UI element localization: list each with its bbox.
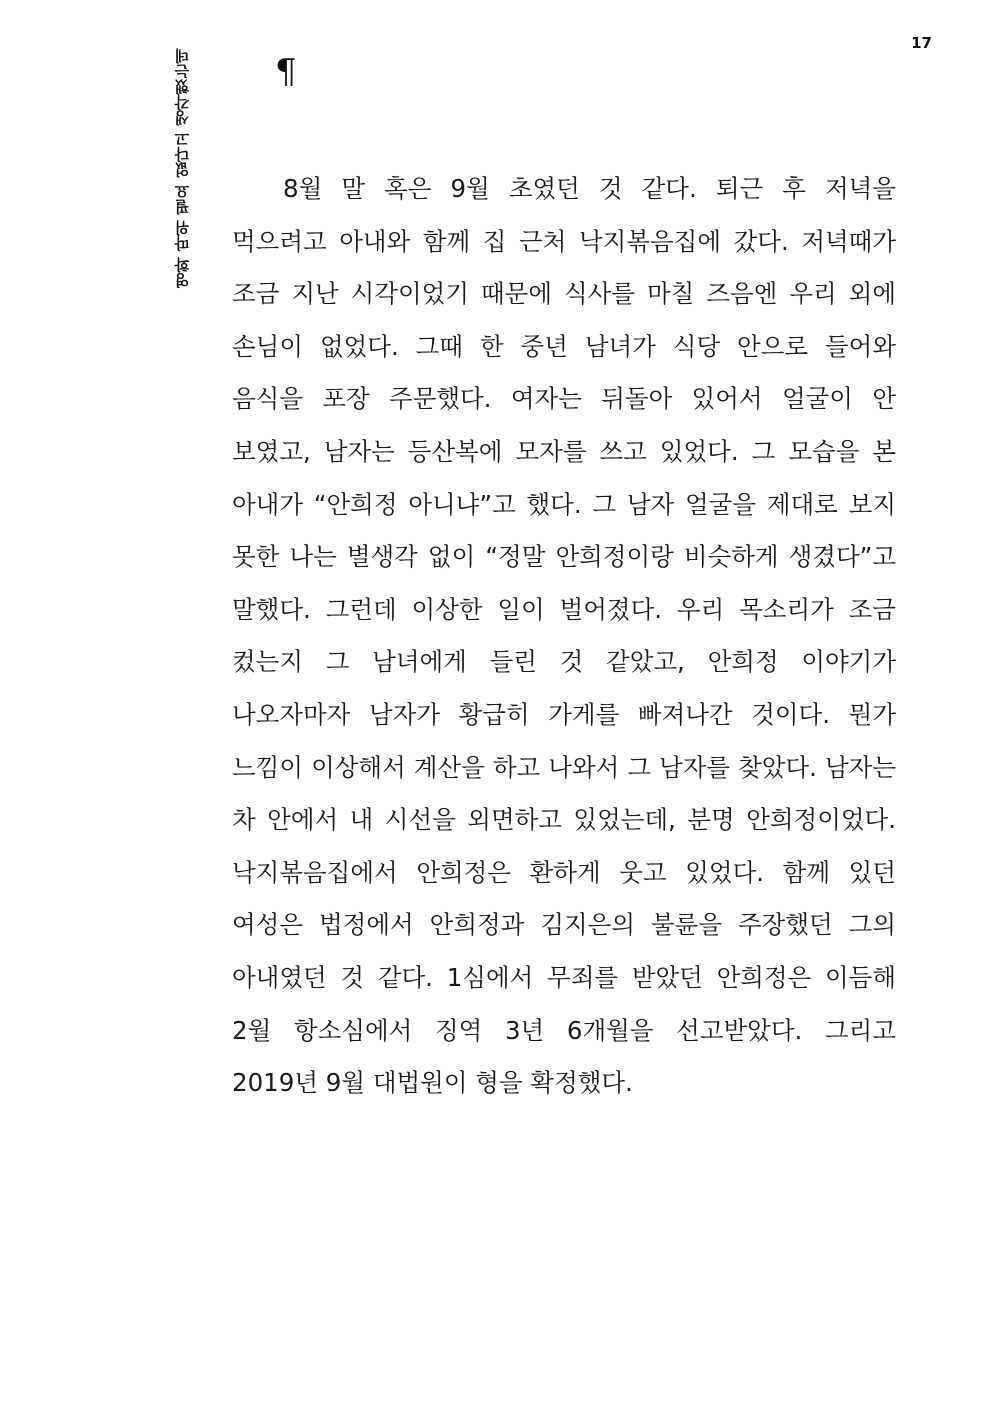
body-paragraph: 8월 말 혹은 9월 초였던 것 같다. 퇴근 후 저녁을 먹으려고 아내와 함께 집 근처 낙지볶음집에 갔다. 저녁때가 조금 지난 시각이었기 때문에 식사를 마칠 즈음엔 우리 외에 손님이 없었다. 그때 한 중년 남녀가 식당 안으로 들어와 음식을 포장 주문했다. 여자는 뒤돌아 있어서 얼굴이 안 보였고, 남자는 등산복에 모자를 쓰고 있었다. 그 모습을 본 아내가 “안희정 아니냐”고 했다. 그 남자 얼굴을 제대로 보지 못한 나는 별생각 없이 “정말 안희정이랑 비슷하게 생겼다”고 말했다. 그런데 이상한 일이 벌어졌다. 우리 목소리가 조금 컸는지 그 남녀에게 들린 것 같았고, 안희정 이야기가 나오자마자 남자가 황급히 가게를 빠져나간 것이다. 뭔가 느낌이 이상해서 계산을 하고 나와서 그 남자를 찾았다. 남자는 차 안에서 내 시선을 외면하고 있었는데, 분명 안희정이었다. 낙지볶음집에서 안희정은 환하게 웃고 있었다. 함께 있던 여성은 법정에서 안희정과 김지은의 불륜을 주장했던 그의 아내였던 것 같다. 1심에서 무죄를 받았던 안희정은 이듬해 2월 항소심에서 징역 3년 6개월을 선고받았다. 그리고 2019년 9월 대법원이 형을 확정했다.: [232, 174, 896, 1098]
running-head: 영화 따위 필요 없다고 생각했는데: [173, 48, 192, 288]
page-number: 17: [911, 34, 932, 52]
section-mark: ¶: [275, 52, 297, 92]
